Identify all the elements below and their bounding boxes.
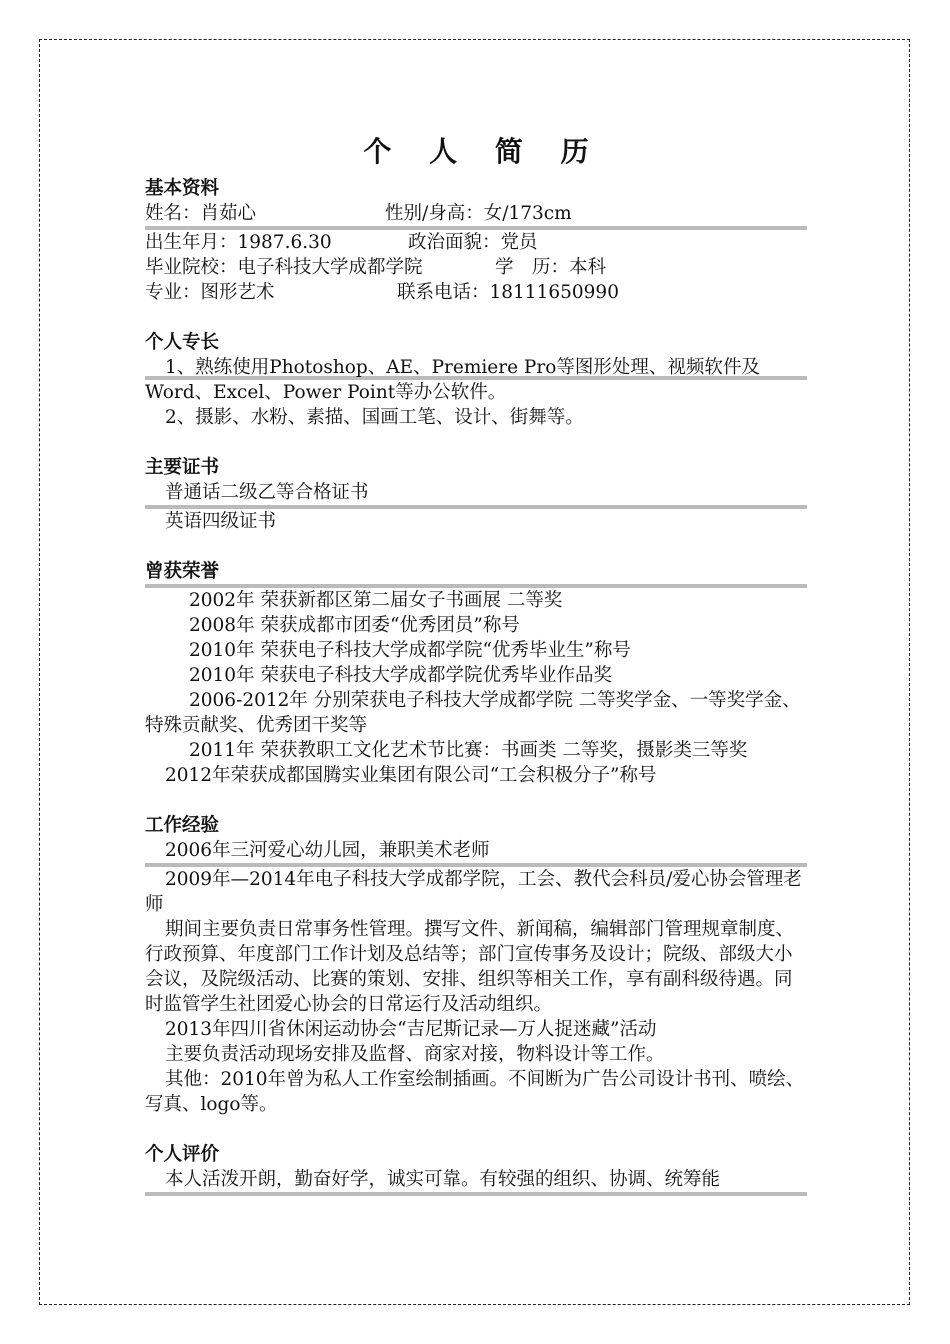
section-heading-honors: 曾获荣誉 xyxy=(145,559,807,588)
honor-item: 2011年 荣获教职工文化艺术节比赛：书画类 二等奖，摄影类三等奖 xyxy=(189,740,748,761)
basic-row-4 xyxy=(145,280,807,305)
section-heading-evaluation: 个人评价 xyxy=(145,1144,220,1165)
work-item: 主要负责活动现场安排及监督、商家对接，物料设计等工作。 xyxy=(165,1044,665,1065)
phone-field: 联系电话：18111650990 xyxy=(397,282,619,303)
political-field: 政治面貌：党员 xyxy=(408,232,538,253)
section-heading-skills: 个人专长 xyxy=(145,332,220,353)
basic-row-2 xyxy=(145,230,807,255)
basic-row-1 xyxy=(145,201,807,230)
basic-row-3 xyxy=(145,255,807,280)
skill-item: 2、摄影、水粉、素描、国画工笔、设计、街舞等。 xyxy=(165,407,584,428)
honor-item: 2008年 荣获成都市团委“优秀团员”称号 xyxy=(189,615,520,636)
school-field: 毕业院校：电子科技大学成都学院 xyxy=(145,257,423,278)
honor-item: 2010年 荣获电子科技大学成都学院“优秀毕业生”称号 xyxy=(189,640,631,661)
work-item: 2009年—2014年电子科技大学成都学院，工会、教代会科员/爱心协会管理老师 xyxy=(145,869,802,915)
section-heading-work: 工作经验 xyxy=(145,815,220,836)
honor-item: 2002年 荣获新都区第二届女子书画展 二等奖 xyxy=(189,590,563,611)
section-heading-basic: 基本资料 xyxy=(145,178,220,199)
degree-field: 学 历：本科 xyxy=(495,257,607,278)
work-item: 其他：2010年曾为私人工作室绘制插画。不间断为广告公司设计书刊、喷绘、写真、logo等。 xyxy=(145,1069,805,1115)
name-field: 姓名：肖茹心 xyxy=(145,203,257,224)
section-heading-certs: 主要证书 xyxy=(145,457,220,478)
major-field: 专业：图形艺术 xyxy=(145,282,275,303)
gender-height-field: 性别/身高：女/173cm xyxy=(385,203,572,224)
skill-item: 1、熟练使用Photoshop、AE、Premiere Pro等图形处理、视频软件及Word、Excel、Power Point等办公软件。 xyxy=(145,355,807,405)
resume-body xyxy=(145,130,807,1196)
work-item: 2006年三河爱心幼儿园，兼职美术老师 xyxy=(145,838,807,867)
page-title: 个 人 简 历 xyxy=(363,135,603,168)
cert-item: 普通话二级乙等合格证书 xyxy=(145,480,807,509)
honor-item: 2006-2012年 分别荣获电子科技大学成都学院 二等奖学金、一等奖学金、特殊贡献奖、优秀团干奖等 xyxy=(145,690,801,736)
work-item: 期间主要负责日常事务性管理。撰写文件、新闻稿，编辑部门管理规章制度、行政预算、年度部门工作计划及总结等；部门宣传事务及设计；院级、部级大小会议，及院级活动、比赛的策划、安排、组织等相关工作，享有副科级待遇。同时监管学生社团爱心协会的日常运行及活动组织。 xyxy=(145,919,795,1015)
cert-item: 英语四级证书 xyxy=(165,511,277,532)
work-item: 2013年四川省休闲运动协会“吉尼斯记录—万人捉迷藏”活动 xyxy=(165,1019,657,1040)
evaluation-text: 本人活泼开朗，勤奋好学，诚实可靠。有较强的组织、协调、统筹能 xyxy=(145,1167,807,1196)
honor-item: 2012年荣获成都国腾实业集团有限公司“工会积极分子”称号 xyxy=(165,765,657,786)
birth-field: 出生年月：1987.6.30 xyxy=(145,232,332,253)
honor-item: 2010年 荣获电子科技大学成都学院优秀毕业作品奖 xyxy=(189,665,612,686)
